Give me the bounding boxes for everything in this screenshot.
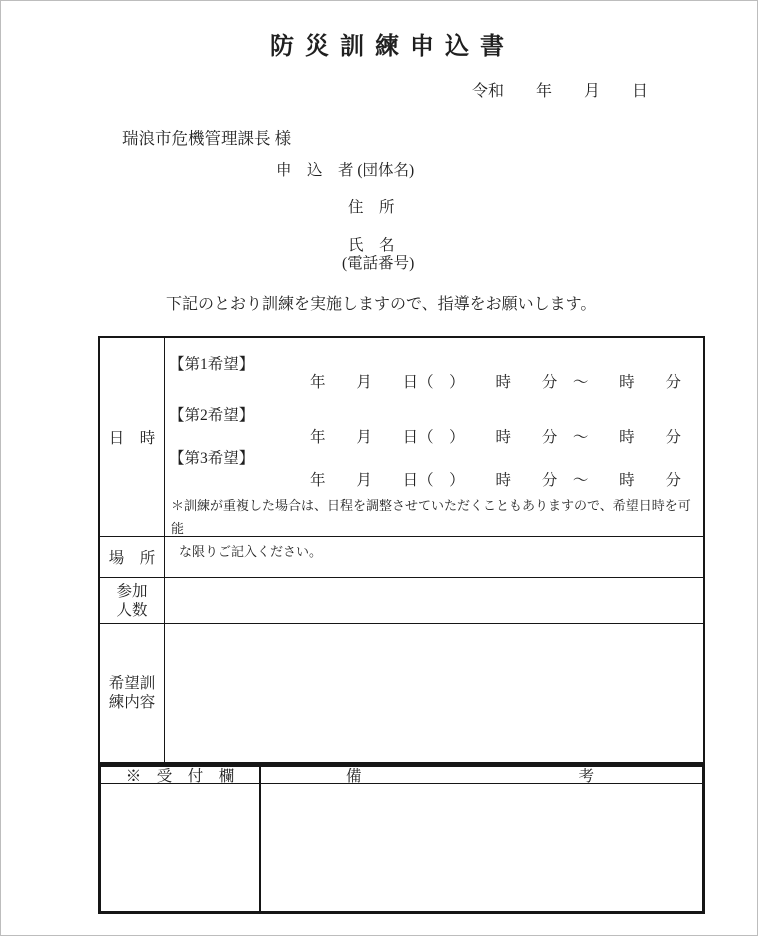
month-label: 月 [356,429,372,446]
remarks-header-cell [261,767,702,784]
start-hour-label: 時 [495,429,511,446]
reception-blank-cell [101,784,261,911]
reception-remarks-table [98,764,705,914]
recipient-line: 瑞浪市危機管理課長 様 [122,129,292,148]
start-minute-tilde-label: 分 ～ [541,374,589,391]
schedule-note [171,494,703,563]
end-minute-label: 分 [665,472,681,489]
datetime-row-label: 日 時 [100,338,165,537]
schedule-note-line2: な限りご記入ください。 [179,544,323,559]
first-choice-label: 【第1希望】 [169,356,255,373]
second-choice-label: 【第2希望】 [169,407,255,424]
year-label: 年 [310,472,326,489]
remarks-char-right: 考 [578,768,594,785]
datetime-cell [165,338,703,559]
end-hour-label: 時 [619,472,635,489]
address-label: 住 所 [348,199,395,216]
participants-blank-cell [165,578,703,624]
place-row-label: 場 所 [100,537,165,578]
training-label-text: 希望訓練内容 [108,675,156,711]
schedule-note-line1: ＊訓練が重複した場合は、日程を調整させていただくこともありますので、希望日時を可能 [171,498,691,536]
year-label: 年 [310,374,326,391]
third-choice-label: 【第3希望】 [169,450,255,467]
schedule-table [98,336,705,764]
date-blank-line-1 [310,370,681,391]
end-hour-label: 時 [619,429,635,446]
start-hour-label: 時 [495,374,511,391]
training-blank-cell [165,624,703,762]
intro-sentence: 下記のとおり訓練を実施しますので、指導をお願いします。 [166,296,597,313]
year-label: 年 [310,429,326,446]
day-weekday-label: 日（ ） [402,429,465,446]
remarks-blank-cell [261,784,702,911]
end-minute-label: 分 [665,374,681,391]
training-row-label [100,624,165,762]
date-blank-line-2 [310,425,681,446]
month-label: 月 [356,472,372,489]
remarks-char-left: 備 [346,768,362,785]
name-label: 氏 名 [348,237,395,254]
day-weekday-label: 日（ ） [402,374,465,391]
month-label: 月 [356,374,372,391]
era-date-line: 令和 年 月 日 [472,83,649,100]
end-minute-label: 分 [665,429,681,446]
phone-label: (電話番号) [342,255,415,272]
page-title: 防災訓練申込書 [270,34,515,60]
reception-header-cell: ※ 受 付 欄 [101,767,261,784]
day-weekday-label: 日（ ） [402,472,465,489]
start-minute-tilde-label: 分 ～ [541,429,589,446]
participants-label-text: 参加人数 [116,582,148,619]
applicant-label: 申 込 者 (団体名) [276,162,415,179]
start-hour-label: 時 [495,472,511,489]
end-hour-label: 時 [619,374,635,391]
date-blank-line-3 [310,468,681,489]
start-minute-tilde-label: 分 ～ [541,472,589,489]
participants-row-label [100,578,165,624]
